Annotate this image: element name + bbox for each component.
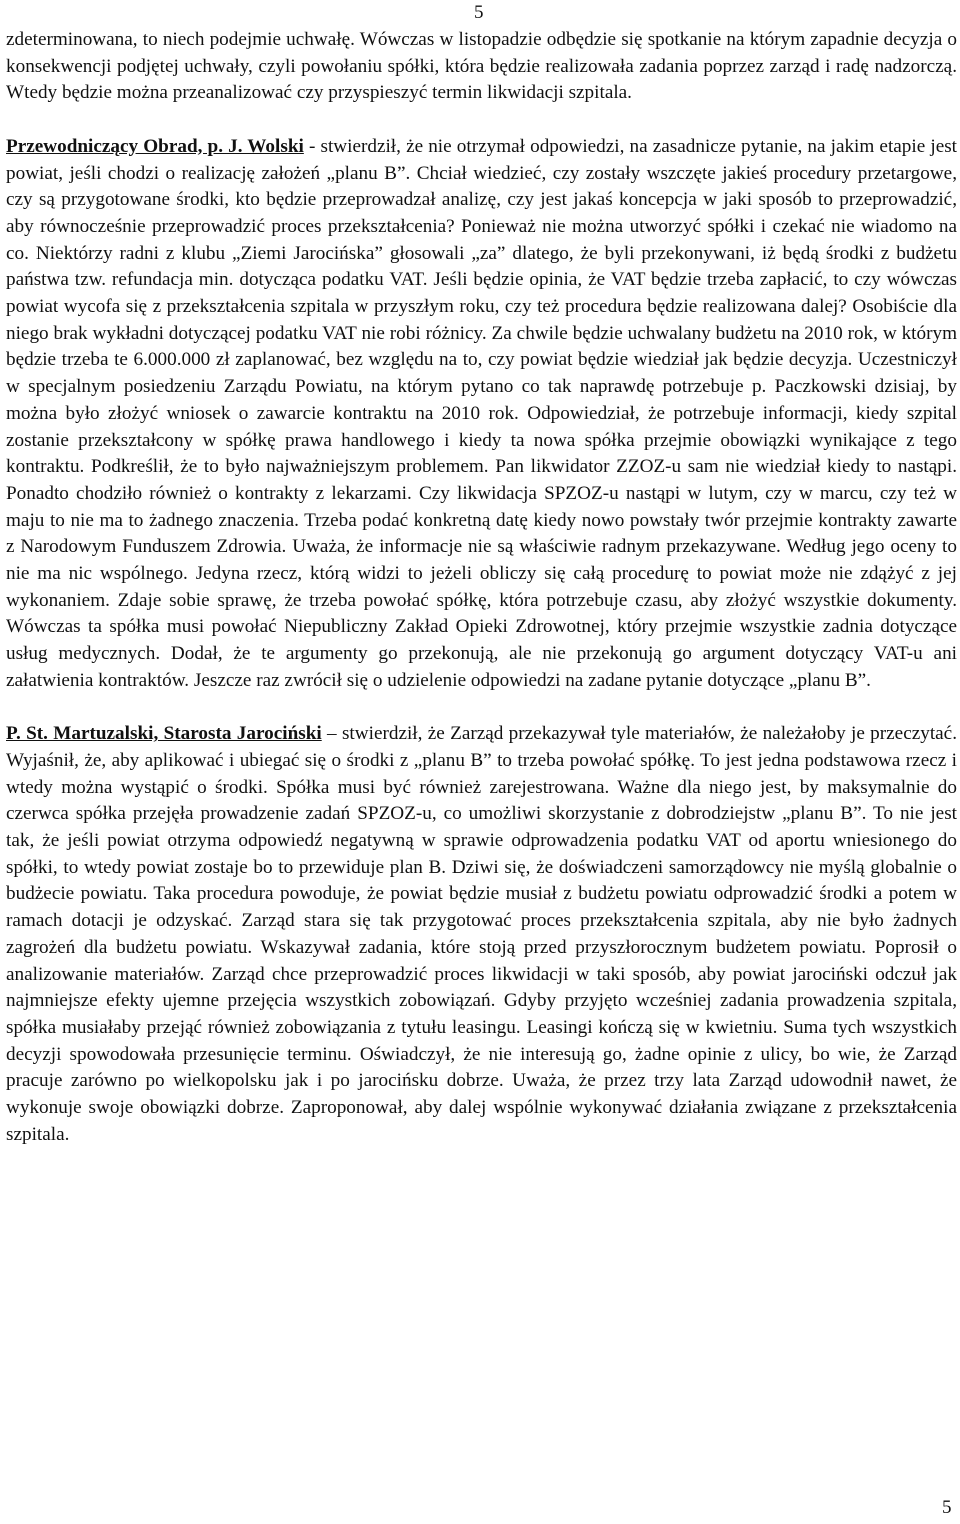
paragraph-text: zdeterminowana, to niech podejmie uchwałę. Wówczas w listopadzie odbędzie się spotkanie na którym zapadnie decyzja o konsekwencji podjętej uchwały, czyli powołaniu spółki, która będzie realizowała zadania poprzez zarząd i radę nadzorczą. Wtedy będzie można przeanalizować czy przyspieszyć termin likwidacji szpitala. — [6, 29, 957, 104]
paragraph-intro — [6, 27, 957, 107]
paragraph-text: - stwierdził, że nie otrzymał odpowiedzi, na zasadnicze pytanie, na jakim etapie jest powiat, jeśli chodzi o realizację założeń „planu B”. Chciał wiedzieć, czy zostały wszczęte jakieś procedury przetargowe, czy są przygotowane środki, kto będzie przeprowadzał analizę, czy jest jakaś koncepcja w jaki sposób to przeprowadzić, aby równocześnie przeprowadzić proces przekształcenia? Ponieważ nie można utworzyć spółki i czekać nie wiadomo na co. Niektórzy radni z klubu „Ziemi Jarocińska” głosowali „za” dlatego, że byli przekonywani, iż będą środki z budżetu państwa tzw. refundacja min. dotycząca podatku VAT. Jeśli będzie opinia, że VAT będzie trzeba zapłacić, to czy wówczas powiat wycofa się z przekształcenia szpitala w przyszłym roku, czy też procedura będzie realizowana dalej? Osobiście dla niego brak wykładni dotyczącej podatku VAT nie robi różnicy. Za chwile będzie uchwalany budżetu na 2010 rok, w którym będzie trzeba te 6.000.000 zł zaplanować, bez względu na to, czy powiat będzie wiedział jak będzie decyzja. Uczestniczył w specjalnym posiedzeniu Zarządu Powiatu, na którym pytano co tak naprawdę potrzebuje p. Paczkowski dzisiaj, by można było złożyć wniosek o zawarcie kontraktu na 2010 rok. Odpowiedział, że potrzebuje informacji, kiedy szpital zostanie przekształcony w spółkę prawa handlowego i kiedy ta nowa spółka przejmie obowiązki wynikające z tego kontraktu. Podkreślił, że to było najważniejszym problemem. Pan likwidator ZZOZ-u sam nie wiedział kiedy to nastąpi. Ponadto chodziło również o kontrakty z lekarzami. Czy likwidacja SPZOZ-u nastąpi w lutym, czy w marcu, czy też w maju to nie ma to żadnego znaczenia. Trzeba podać konkretną datę kiedy nowo powstały twór przejmie kontrakty zawarte z Narodowym Funduszem Zdrowia. Uważa, że informacje nie są właściwie radnym przekazywane. Według jego oceny to nie ma nic wspólnego. Jedyna rzecz, którą widzi to jeżeli obliczy się całą procedurę to powiat może nie zdążyć z jej wykonaniem. Zdaje sobie sprawę, że trzeba powołać spółkę, która potrzebuje czasu, aby złożyć wszystkie dokumenty. Wówczas ta spółka musi powołać Niepubliczny Zakład Opieki Zdrowotnej, który przejmie wszystkie zadnia dotyczące usług medycznych. Dodał, że te argumenty go przekonują, ale nie przekonują go argument dotyczący VAT-u ani załatwienia kontraktów. Jeszcze raz zwrócił się o udzielenie odpowiedzi na zadane pytanie dotyczące „planu B”. — [6, 135, 958, 691]
speaker-name: P. St. Martuzalski, Starosta Jarociński — [6, 723, 322, 745]
speaker-name: Przewodniczący Obrad, p. J. Wolski — [6, 135, 304, 157]
document-body — [6, 27, 957, 1149]
paragraph-spacer — [6, 695, 957, 722]
page-number-bottom: 5 — [942, 1497, 952, 1518]
paragraph-martuzalski — [6, 721, 957, 1148]
page-number-top: 5 — [474, 2, 484, 23]
paragraph-wolski — [6, 134, 957, 695]
paragraph-spacer — [6, 107, 957, 134]
paragraph-text: – stwierdził, że Zarząd przekazywał tyle materiałów, że należałoby je przeczytać. Wyjaśnił, że, aby aplikować i ubiegać się o środki z „planu B” to trzeba powołać spółkę. To jest jedna podstawowa rzecz i wtedy można wystąpić o środki. Spółka musi być również zarejestrowana. Ważne dla niego jest, by maksymalnie do czerwca spółka przejęła prowadzenie zadań SPZOZ-u, co umożliwi skorzystanie z dobrodziejstw „planu B”. To nie jest tak, że jeśli powiat otrzyma odpowiedź negatywną w sprawie odprowadzenia podatku VAT od aportu wniesionego do spółki, to wtedy powiat zostaje bo to przewiduje plan B. Dziwi się, że doświadczeni samorządowcy nie myślą globalnie o budżecie powiatu. Taka procedura powoduje, że powiat będzie musiał z budżetu powiatu odprowadzić środki a potem w ramach dotacji je odzyskać. Zarząd stara się tak przygotować proces przekształcenia szpitala, aby nie było żadnych zagrożeń dla budżetu powiatu. Wskazywał zadania, które stoją przed przyszłorocznym budżetem powiatu. Poprosił o analizowanie materiałów. Zarząd chce przeprowadzić proces likwidacji w taki sposób, aby powiat jarociński odczuł jak najmniejsze efekty ujemne przejęcia wszystkich zobowiązań. Gdyby przyjęto wcześniej zadania prowadzenia szpitala, spółka musiałaby przejąć również zobowiązania z tytułu leasingu. Leasingi kończą się w kwietniu. Suma tych wszystkich decyzji spowodowała przesunięcie terminu. Oświadczył, że nie interesują go, żadne opinie z ulicy, bo wie, że Zarząd pracuje zarówno po wielkopolsku jak i po jarocińsku dobrze. Uważa, że przez trzy lata Zarząd udowodnił nawet, że wykonuje swoje obowiązki dobrze. Zaproponował, aby dalej wspólnie wykonywać działania związane z przekształcenia szpitala. — [6, 723, 957, 1145]
